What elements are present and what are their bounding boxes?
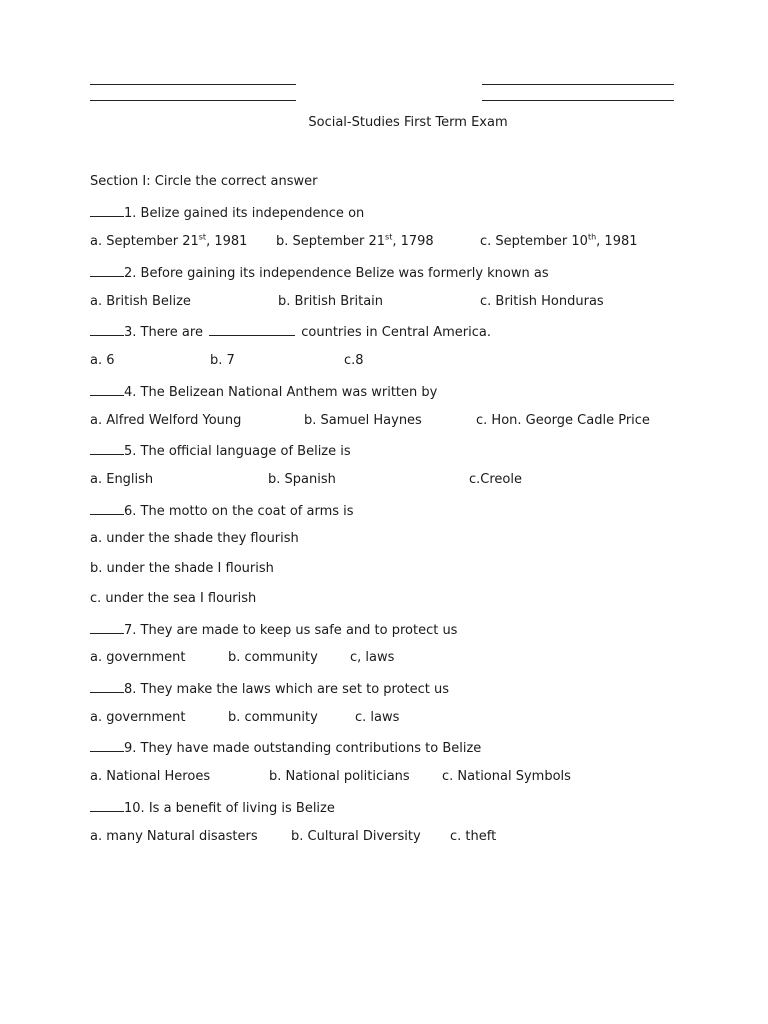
options-9 <box>90 769 730 789</box>
exam-title: Social-Studies First Term Exam <box>308 115 508 130</box>
answer-blank <box>90 680 124 693</box>
answer-blank <box>90 264 124 277</box>
answer-blank <box>90 323 124 336</box>
question-6 <box>90 502 730 522</box>
question-text-after: countries in Central America. <box>301 325 491 340</box>
option-b: b. Cultural Diversity <box>291 829 421 844</box>
option-c: c. laws <box>355 710 400 725</box>
options-2 <box>90 294 730 314</box>
question-3 <box>90 323 730 343</box>
question-number: 10. <box>124 801 145 816</box>
question-9 <box>90 739 730 759</box>
question-number: 4. <box>124 385 137 400</box>
options-5 <box>90 472 730 492</box>
option-b: b. National politicians <box>269 769 410 784</box>
question-number: 2. <box>124 266 137 281</box>
options-4 <box>90 413 730 433</box>
question-number: 7. <box>124 623 137 638</box>
option-a: a. under the shade they flourish <box>90 531 299 546</box>
question-text: They have made outstanding contributions to Belize <box>140 741 482 756</box>
option-b: b. September 21st, 1798 <box>276 232 434 249</box>
fill-in-blank <box>209 323 295 336</box>
options-10 <box>90 829 730 849</box>
answer-blank <box>90 442 124 455</box>
option-b: b. Samuel Haynes <box>304 413 422 428</box>
option-b: b. 7 <box>210 353 235 368</box>
date-blank-line <box>482 84 674 85</box>
question-number: 9. <box>124 741 137 756</box>
question-text: The motto on the coat of arms is <box>140 504 354 519</box>
option-a: a. British Belize <box>90 294 191 309</box>
name-blank-line-2 <box>90 100 296 101</box>
option-a: a. National Heroes <box>90 769 211 784</box>
option-c: c. theft <box>450 829 497 844</box>
option-a: a. Alfred Welford Young <box>90 413 242 428</box>
option-b: b. under the shade I flourish <box>90 561 274 576</box>
options-7 <box>90 650 730 670</box>
question-text: The official language of Belize is <box>140 444 351 459</box>
question-1 <box>90 204 730 224</box>
option-a: a. many Natural disasters <box>90 829 258 844</box>
options-1 <box>90 234 730 254</box>
question-number: 6. <box>124 504 137 519</box>
question-8 <box>90 680 730 700</box>
option-a: a. government <box>90 650 186 665</box>
question-text-before: There are <box>140 325 203 340</box>
answer-blank <box>90 502 124 515</box>
option-c: c. under the sea I flourish <box>90 591 257 606</box>
answer-blank <box>90 204 124 217</box>
question-number: 5. <box>124 444 137 459</box>
option-b: b. community <box>228 710 318 725</box>
question-number: 8. <box>124 682 137 697</box>
answer-blank <box>90 799 124 812</box>
question-2 <box>90 264 730 284</box>
question-text: The Belizean National Anthem was written by <box>140 385 438 400</box>
date-blank-line-2 <box>482 100 674 101</box>
option-c: c. British Honduras <box>480 294 604 309</box>
question-number: 1. <box>124 206 137 221</box>
option-c: c.Creole <box>469 472 522 487</box>
option-b: b. community <box>228 650 318 665</box>
section-heading: Section I: Circle the correct answer <box>90 174 318 189</box>
question-text: Belize gained its independence on <box>140 206 365 221</box>
question-4 <box>90 383 730 403</box>
option-c: c.8 <box>344 353 364 368</box>
options-8 <box>90 710 730 730</box>
option-c: c. Hon. George Cadle Price <box>476 413 650 428</box>
option-a: a. 6 <box>90 353 115 368</box>
option-c: c. September 10th, 1981 <box>480 232 638 249</box>
option-b: b. British Britain <box>278 294 384 309</box>
option-c: c. National Symbols <box>442 769 571 784</box>
name-blank-line <box>90 84 296 85</box>
options-3 <box>90 353 730 373</box>
question-text: Before gaining its independence Belize was formerly known as <box>140 266 549 281</box>
option-a: a. September 21st, 1981 <box>90 232 248 249</box>
option-c: c, laws <box>350 650 395 665</box>
option-a: a. English <box>90 472 154 487</box>
answer-blank <box>90 621 124 634</box>
answer-blank <box>90 739 124 752</box>
question-10 <box>90 799 730 819</box>
option-b: b. Spanish <box>268 472 336 487</box>
question-text: Is a benefit of living is Belize <box>148 801 335 816</box>
option-a: a. government <box>90 710 186 725</box>
question-5 <box>90 442 730 462</box>
question-7 <box>90 621 730 641</box>
question-number: 3. <box>124 325 137 340</box>
question-text: They are made to keep us safe and to protect us <box>140 623 458 638</box>
answer-blank <box>90 383 124 396</box>
question-text: They make the laws which are set to protect us <box>140 682 450 697</box>
